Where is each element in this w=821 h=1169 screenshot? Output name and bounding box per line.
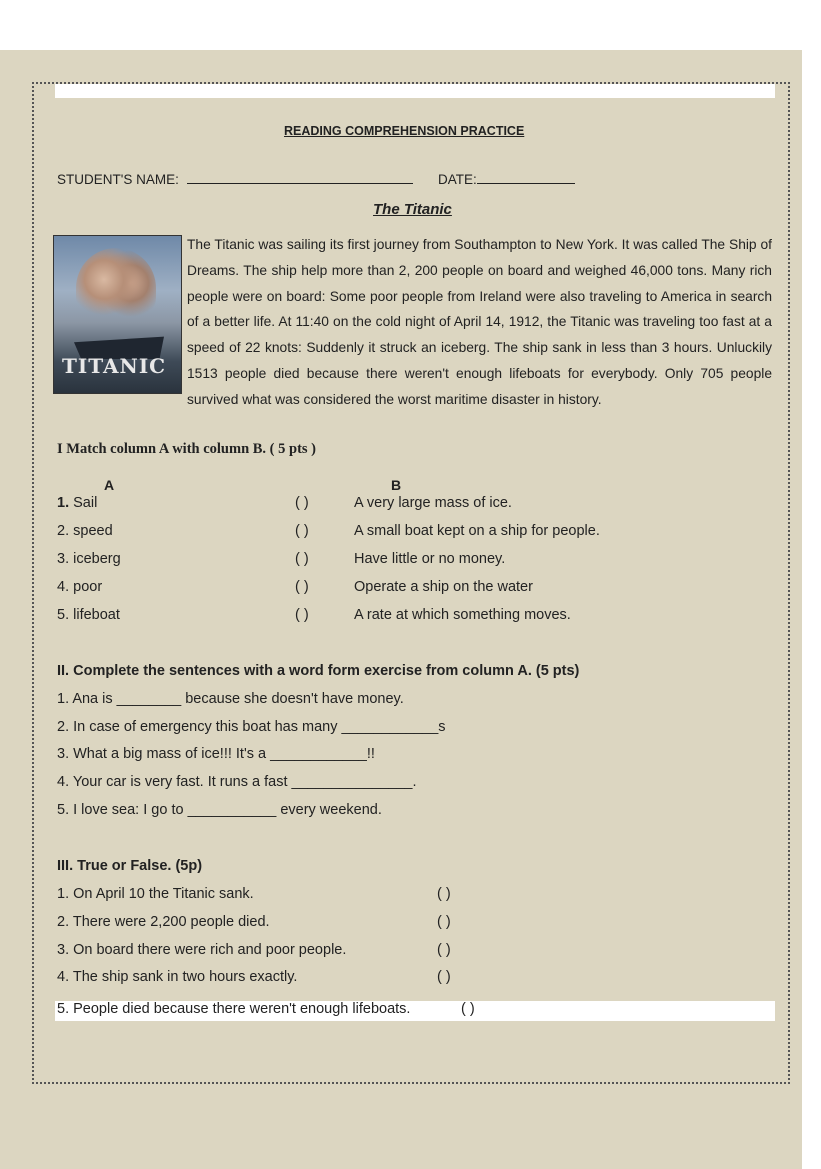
match-word: lifeboat [73, 607, 120, 623]
match-definition: A rate at which something moves. [354, 607, 571, 623]
tf-statement: 5. People died because there weren't enough lifeboats. [57, 1001, 411, 1017]
match-row [57, 607, 120, 623]
header-white-strip [55, 84, 775, 98]
match-word: Sail [73, 495, 98, 511]
match-answer-paren[interactable]: ( ) [295, 607, 309, 623]
match-row [57, 551, 121, 567]
sentence-item[interactable]: 1. Ana is ________ because she doesn't have money. [57, 691, 404, 707]
column-b-header: B [391, 477, 402, 493]
match-number: 3. [57, 551, 70, 567]
sentence-item[interactable]: 3. What a big mass of ice!!! It's a ____________!! [57, 746, 375, 762]
match-answer-paren[interactable]: ( ) [295, 551, 309, 567]
match-row [57, 523, 113, 539]
match-number: 1. [57, 495, 70, 511]
match-definition: Operate a ship on the water [354, 579, 533, 595]
tf-answer-paren[interactable]: ( ) [437, 969, 451, 985]
story-title: The Titanic [373, 201, 452, 218]
student-name-line[interactable] [187, 170, 413, 184]
sentence-item[interactable]: 5. I love sea: I go to ___________ every weekend. [57, 802, 382, 818]
match-number: 4. [57, 579, 70, 595]
column-a-header: A [104, 477, 115, 493]
match-number: 5. [57, 607, 70, 623]
sentence-item[interactable]: 2. In case of emergency this boat has many ____________s [57, 719, 446, 735]
match-number: 2. [57, 523, 70, 539]
date-field[interactable] [438, 170, 575, 187]
tf-statement: 2. There were 2,200 people died. [57, 914, 270, 930]
match-definition: A very large mass of ice. [354, 495, 512, 511]
match-answer-paren[interactable]: ( ) [295, 495, 309, 511]
tf-answer-paren[interactable]: ( ) [437, 886, 451, 902]
story-paragraph [56, 232, 772, 413]
sentence-item[interactable]: 4. Your car is very fast. It runs a fast _______________. [57, 774, 417, 790]
match-answer-paren[interactable]: ( ) [295, 523, 309, 539]
tf-statement: 4. The ship sank in two hours exactly. [57, 969, 298, 985]
tf-answer-paren[interactable]: ( ) [437, 942, 451, 958]
poster-title: TITANIC [62, 354, 167, 378]
tf-statement: 3. On board there were rich and poor people. [57, 942, 347, 958]
tf-answer-paren[interactable]: ( ) [461, 1001, 475, 1017]
date-label: DATE: [438, 172, 477, 187]
match-definition: A small boat kept on a ship for people. [354, 523, 600, 539]
match-row [57, 579, 102, 595]
match-definition: Have little or no money. [354, 551, 506, 567]
tf-statement: 1. On April 10 the Titanic sank. [57, 886, 254, 902]
match-word: speed [73, 523, 113, 539]
section1-title: I Match column A with column B. ( 5 pts ) [57, 441, 317, 457]
student-name-field[interactable] [57, 170, 413, 187]
worksheet-heading: READING COMPREHENSION PRACTICE [284, 124, 525, 138]
match-answer-paren[interactable]: ( ) [295, 579, 309, 595]
match-word: iceberg [73, 551, 121, 567]
section3-title: III. True or False. (5p) [57, 858, 203, 874]
tf-answer-paren[interactable]: ( ) [437, 914, 451, 930]
section2-title: II. Complete the sentences with a word form exercise from column A. (5 pts) [57, 663, 580, 679]
student-name-label: STUDENT'S NAME: [57, 172, 179, 187]
story-text: The Titanic was sailing its first journey from Southampton to New York. It was called The Ship of Dreams. The ship help more than 2, 200 people on board and weighed 46,000 tons. Many rich people were on board: Some poor people from Ireland were also traveling to America in search of a better life. At 11:40 on the cold night of April 14, 1912, the Titanic was traveling too fast at a speed of 22 knots: Suddenly it struck an iceberg. The ship sank in less than 3 hours. Unluckily 1513 people died because there weren't enough lifeboats for everybody. Only 705 people survived what was considered the worst maritime disaster in history. [187, 237, 772, 407]
match-row [57, 495, 97, 511]
match-word: poor [73, 579, 103, 595]
date-line[interactable] [477, 170, 575, 184]
